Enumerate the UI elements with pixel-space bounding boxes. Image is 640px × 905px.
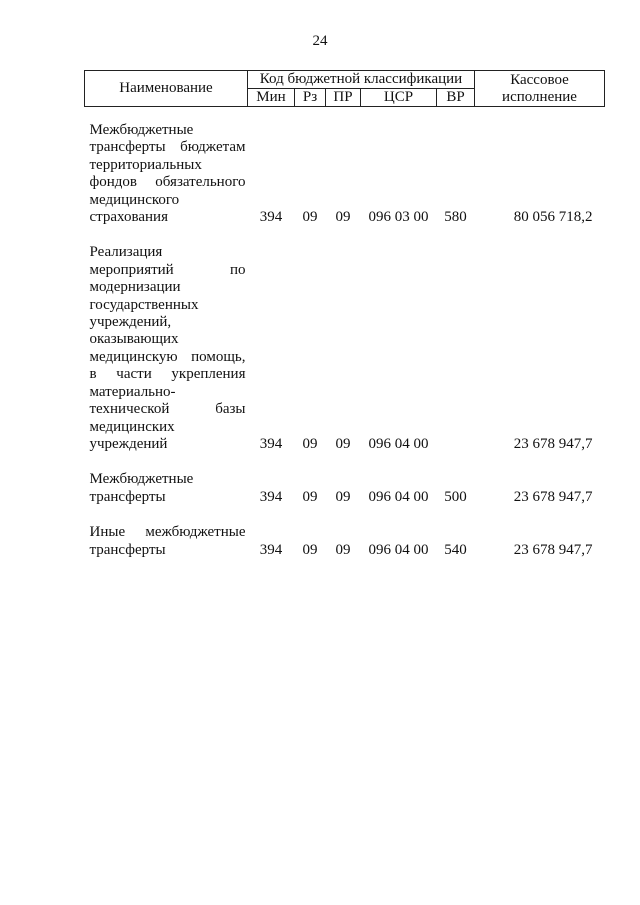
header-pr: ПР: [326, 89, 361, 107]
row-min: 394: [259, 209, 283, 226]
header-csr: ЦСР: [361, 89, 437, 107]
header-vr: ВР: [437, 89, 475, 107]
row-pr: 09: [335, 209, 351, 226]
table-body: [85, 107, 605, 559]
page-number: 24: [312, 33, 328, 49]
row-pr: 09: [335, 541, 351, 558]
row-vr: [437, 244, 475, 453]
table-row: [85, 524, 605, 559]
header-min: Мин: [248, 89, 295, 107]
row-rz: 09: [302, 435, 318, 452]
row-csr: 096 04 00: [368, 435, 429, 452]
row-csr: 096 03 00: [368, 209, 429, 226]
budget-execution-table: [84, 70, 605, 559]
row-min: 394: [259, 435, 283, 452]
row-min: 394: [259, 541, 283, 558]
row-vr: 500: [444, 488, 467, 505]
row-amount: 23 678 947,7: [513, 488, 593, 505]
header-execution-line1: Кассовое: [510, 71, 569, 88]
row-name: Реализация мероприятий по модернизации государственных учреждений, оказывающих медицинскую помощь, в части укрепления материально-технической базы медицинских учреждений: [89, 244, 246, 452]
header-rz: Рз: [295, 89, 326, 107]
table-header: [85, 71, 605, 107]
row-rz: 09: [302, 209, 318, 226]
table-row: [85, 471, 605, 506]
row-rz: 09: [302, 541, 318, 558]
row-csr: 096 04 00: [368, 541, 429, 558]
row-rz: 09: [302, 488, 318, 505]
header-code-group: Код бюджетной классификации: [248, 71, 475, 89]
row-min: 394: [259, 488, 283, 505]
table-row: [85, 122, 605, 226]
row-pr: 09: [335, 435, 351, 452]
row-amount: 80 056 718,2: [513, 209, 593, 226]
row-vr: 540: [444, 541, 467, 558]
row-name: Иные межбюджетные трансферты: [89, 524, 246, 558]
row-csr: 096 04 00: [368, 488, 429, 505]
header-execution-line2: исполнение: [502, 88, 577, 105]
row-name: Межбюджетные трансферты бюджетам территориальных фондов обязательного медицинского страхования: [89, 122, 246, 226]
header-execution: [475, 71, 605, 107]
row-amount: 23 678 947,7: [513, 435, 593, 452]
table-row: [85, 244, 605, 453]
row-pr: 09: [335, 488, 351, 505]
header-name: Наименование: [85, 71, 248, 107]
row-vr: 580: [444, 209, 467, 226]
row-amount: 23 678 947,7: [513, 541, 593, 558]
row-name: Межбюджетные трансферты: [89, 471, 194, 505]
